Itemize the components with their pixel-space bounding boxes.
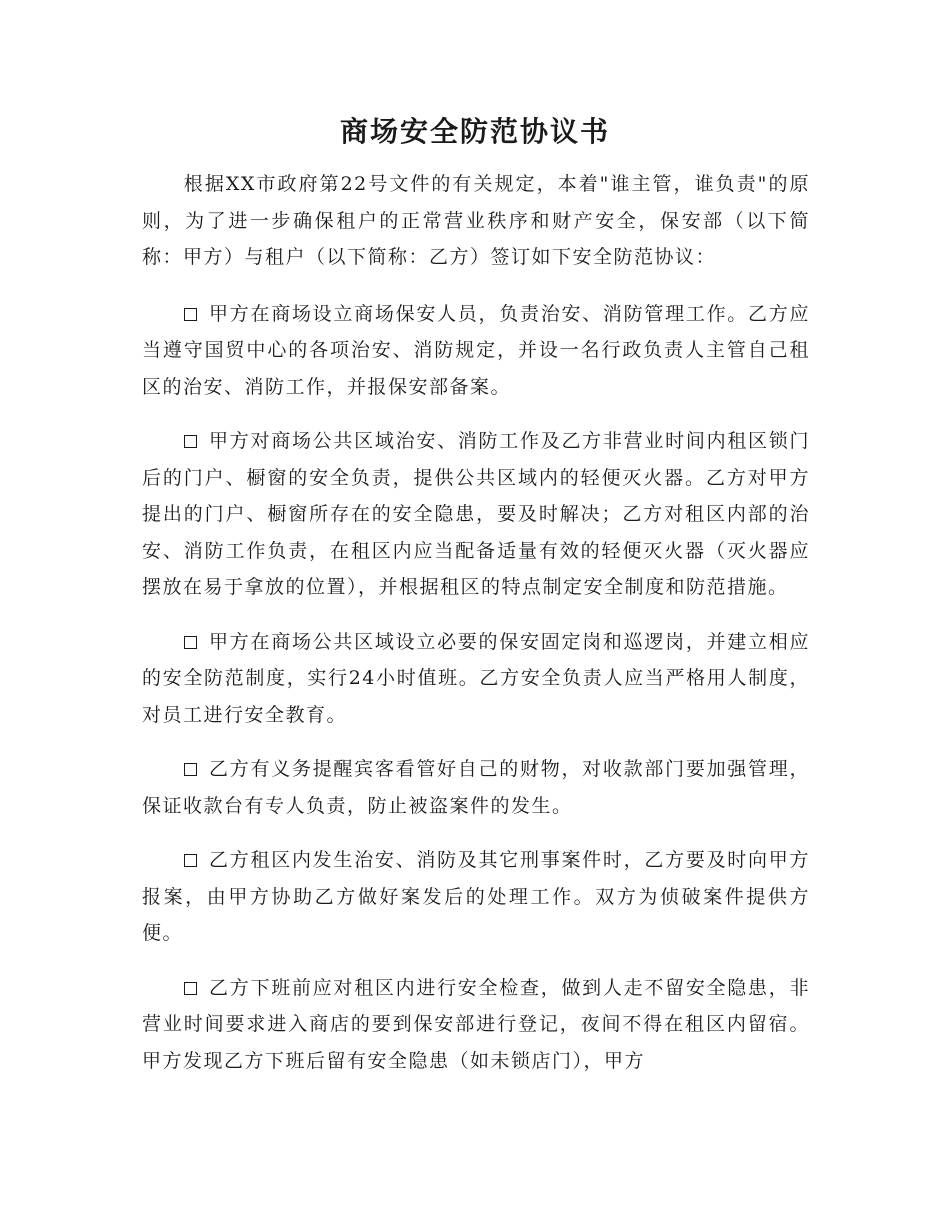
clause-text: 乙方租区内发生治安、消防及其它刑事案件时，乙方要及时向甲方报案，由甲方协助乙方做好案发后的处理工作。双方为侦破案件提供方便。 [142,849,810,944]
document-body [142,166,810,1097]
clause-paragraph [142,423,810,606]
checkbox-icon [184,435,197,448]
checkbox-icon [184,308,197,321]
clause-paragraph [142,842,810,952]
checkbox-icon [184,982,197,995]
clause-text: 乙方有义务提醒宾客看管好自己的财物，对收款部门要加强管理，保证收款台有专人负责，防止被盗案件的发生。 [142,758,810,817]
clause-text: 甲方在商场公共区域设立必要的保安固定岗和巡逻岗，并建立相应的安全防范制度，实行24小时值班。乙方安全负责人应当严格用人制度，对员工进行安全教育。 [142,630,810,726]
clause-text: 甲方对商场公共区域治安、消防工作及乙方非营业时间内租区锁门后的门户、橱窗的安全负责，提供公共区域内的轻便灭火器。乙方对甲方提出的门户、橱窗所存在的安全隐患，要及时解决；乙方对租区内部的治安、消防工作负责，在租区内应当配备适量有效的轻便灭火器（灭火器应摆放在易于拿放的位置），并根据租区的特点制定安全制度和防范措施。 [142,430,810,598]
clause-paragraph [142,296,810,406]
clause-paragraph [142,970,810,1080]
checkbox-icon [184,854,197,867]
document-title: 商场安全防范协议书 [339,115,610,148]
intro-paragraph: 根据XX市政府第22号文件的有关规定，本着"谁主管，谁负责"的原则，为了进一步确保租户的正常营业秩序和财产安全，保安部（以下简称：甲方）与租户（以下简称：乙方）签订如下安全防范协议： [142,173,810,268]
clause-text: 乙方下班前应对租区内进行安全检查，做到人走不留安全隐患，非营业时间要求进入商店的要到保安部进行登记，夜间不得在租区内留宿。甲方发现乙方下班后留有安全隐患（如未锁店门），甲方 [142,976,810,1072]
clause-paragraph [142,751,810,824]
checkbox-icon [184,636,197,649]
clause-paragraph [142,624,810,734]
clause-text: 甲方在商场设立商场保安人员，负责治安、消防管理工作。乙方应当遵守国贸中心的各项治安、消防规定，并设一名行政负责人主管自己租区的治安、消防工作，并报保安部备案。 [142,302,810,398]
checkbox-icon [184,763,197,776]
